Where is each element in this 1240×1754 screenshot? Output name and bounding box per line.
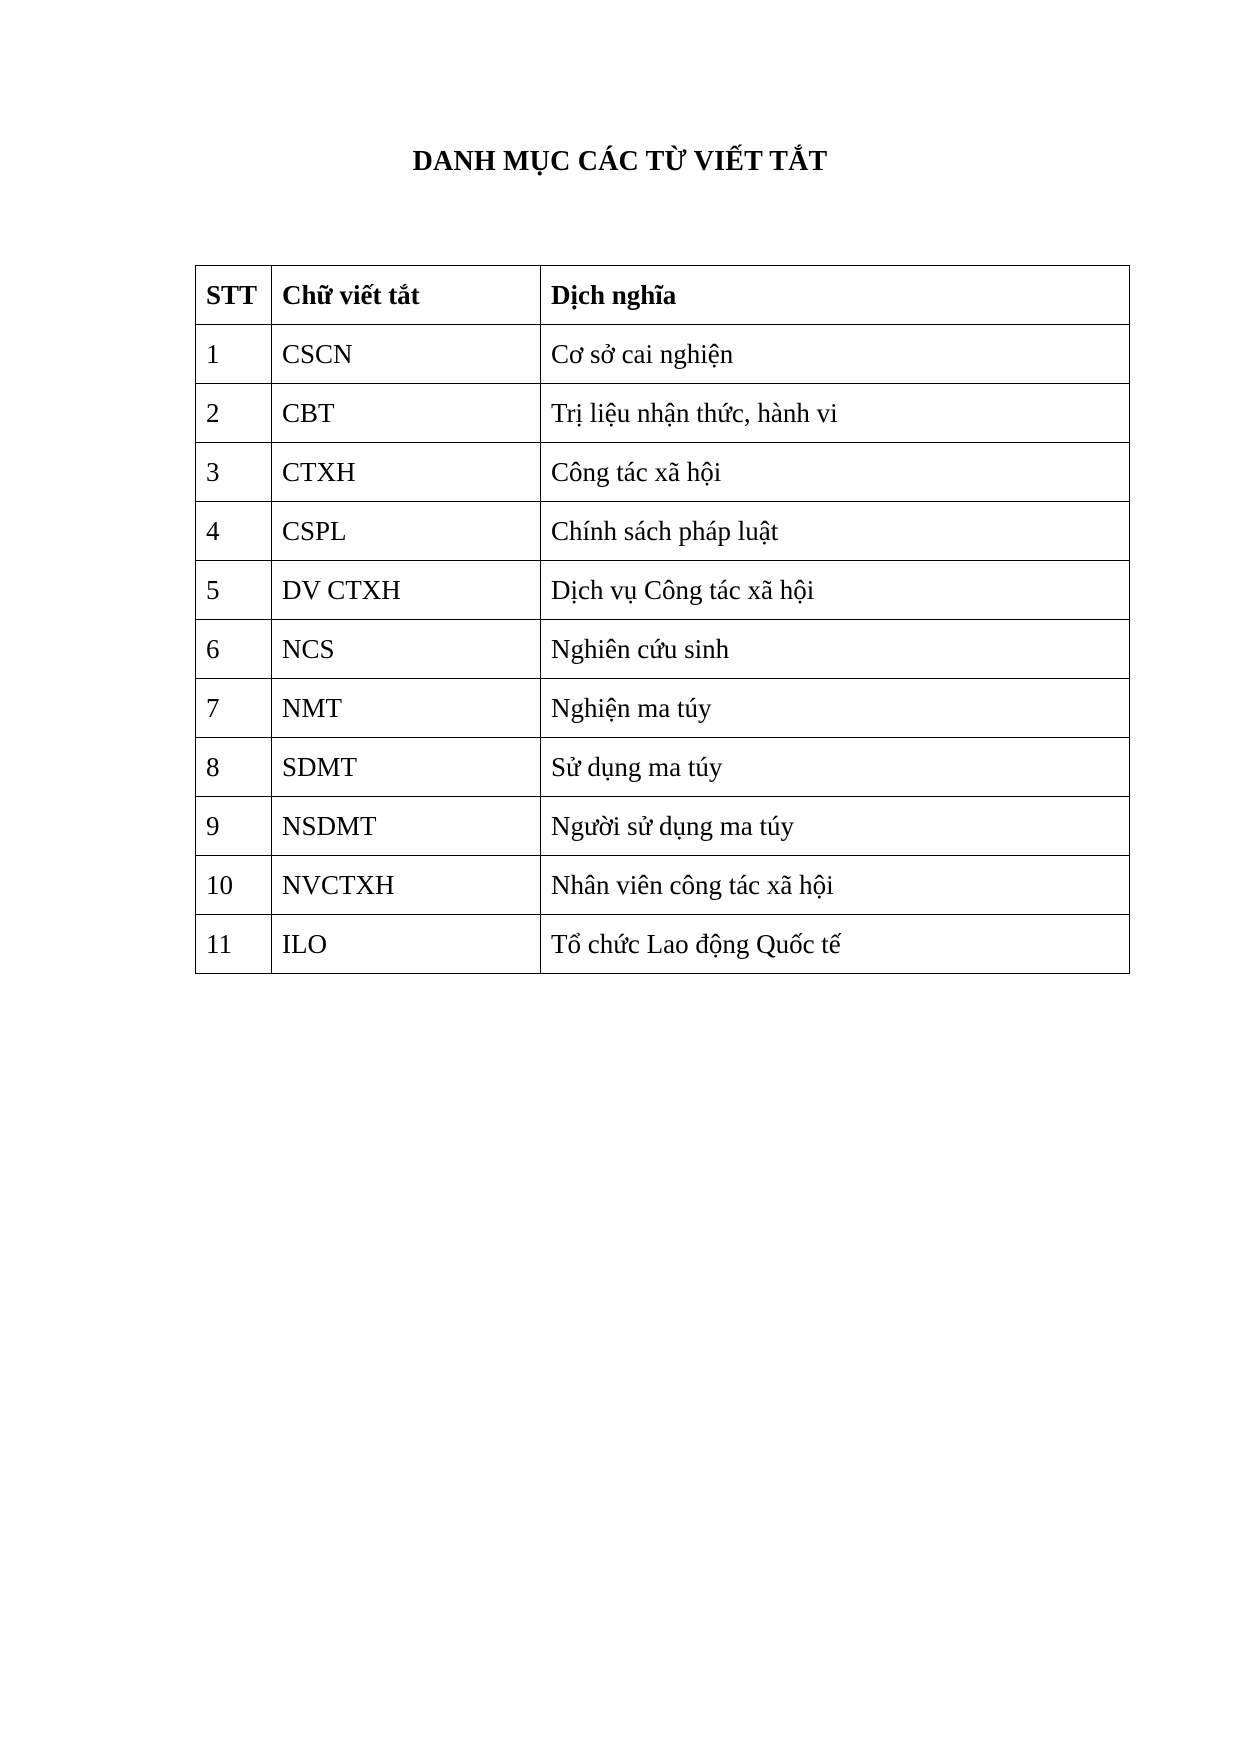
row-abbreviation: ILO — [272, 915, 541, 974]
row-abbreviation: DV CTXH — [272, 561, 541, 620]
table-row — [196, 561, 1130, 620]
page-title: DANH MỤC CÁC TỪ VIẾT TẮT — [412, 146, 828, 177]
row-stt: 2 — [196, 384, 272, 443]
row-abbreviation: CSCN — [272, 325, 541, 384]
row-meaning: Nhân viên công tác xã hội — [541, 856, 1130, 915]
row-stt: 5 — [196, 561, 272, 620]
row-meaning: Nghiên cứu sinh — [541, 620, 1130, 679]
row-stt: 4 — [196, 502, 272, 561]
row-stt: 10 — [196, 856, 272, 915]
row-abbreviation: SDMT — [272, 738, 541, 797]
row-abbreviation: NVCTXH — [272, 856, 541, 915]
row-stt: 7 — [196, 679, 272, 738]
row-abbreviation: NSDMT — [272, 797, 541, 856]
row-meaning: Người sử dụng ma túy — [541, 797, 1130, 856]
row-meaning: Trị liệu nhận thức, hành vi — [541, 384, 1130, 443]
table-row — [196, 915, 1130, 974]
row-stt: 1 — [196, 325, 272, 384]
row-meaning: Chính sách pháp luật — [541, 502, 1130, 561]
table-row — [196, 502, 1130, 561]
table-row — [196, 325, 1130, 384]
row-stt: 3 — [196, 443, 272, 502]
table-row — [196, 443, 1130, 502]
row-abbreviation: CTXH — [272, 443, 541, 502]
row-stt: 8 — [196, 738, 272, 797]
row-stt: 6 — [196, 620, 272, 679]
header-stt: STT — [196, 266, 272, 325]
row-meaning: Nghiện ma túy — [541, 679, 1130, 738]
table-row — [196, 384, 1130, 443]
row-stt: 11 — [196, 915, 272, 974]
row-meaning: Sử dụng ma túy — [541, 738, 1130, 797]
abbreviation-table — [195, 265, 1130, 974]
row-meaning: Công tác xã hội — [541, 443, 1130, 502]
row-stt: 9 — [196, 797, 272, 856]
table-row — [196, 738, 1130, 797]
table-row — [196, 620, 1130, 679]
table-row — [196, 679, 1130, 738]
table-row — [196, 797, 1130, 856]
header-meaning: Dịch nghĩa — [541, 266, 1130, 325]
row-meaning: Tổ chức Lao động Quốc tế — [541, 915, 1130, 974]
table-header-row — [196, 266, 1130, 325]
row-abbreviation: NCS — [272, 620, 541, 679]
table-row — [196, 856, 1130, 915]
row-meaning: Dịch vụ Công tác xã hội — [541, 561, 1130, 620]
row-meaning: Cơ sở cai nghiện — [541, 325, 1130, 384]
row-abbreviation: CBT — [272, 384, 541, 443]
header-abbreviation: Chữ viết tắt — [272, 266, 541, 325]
row-abbreviation: NMT — [272, 679, 541, 738]
row-abbreviation: CSPL — [272, 502, 541, 561]
